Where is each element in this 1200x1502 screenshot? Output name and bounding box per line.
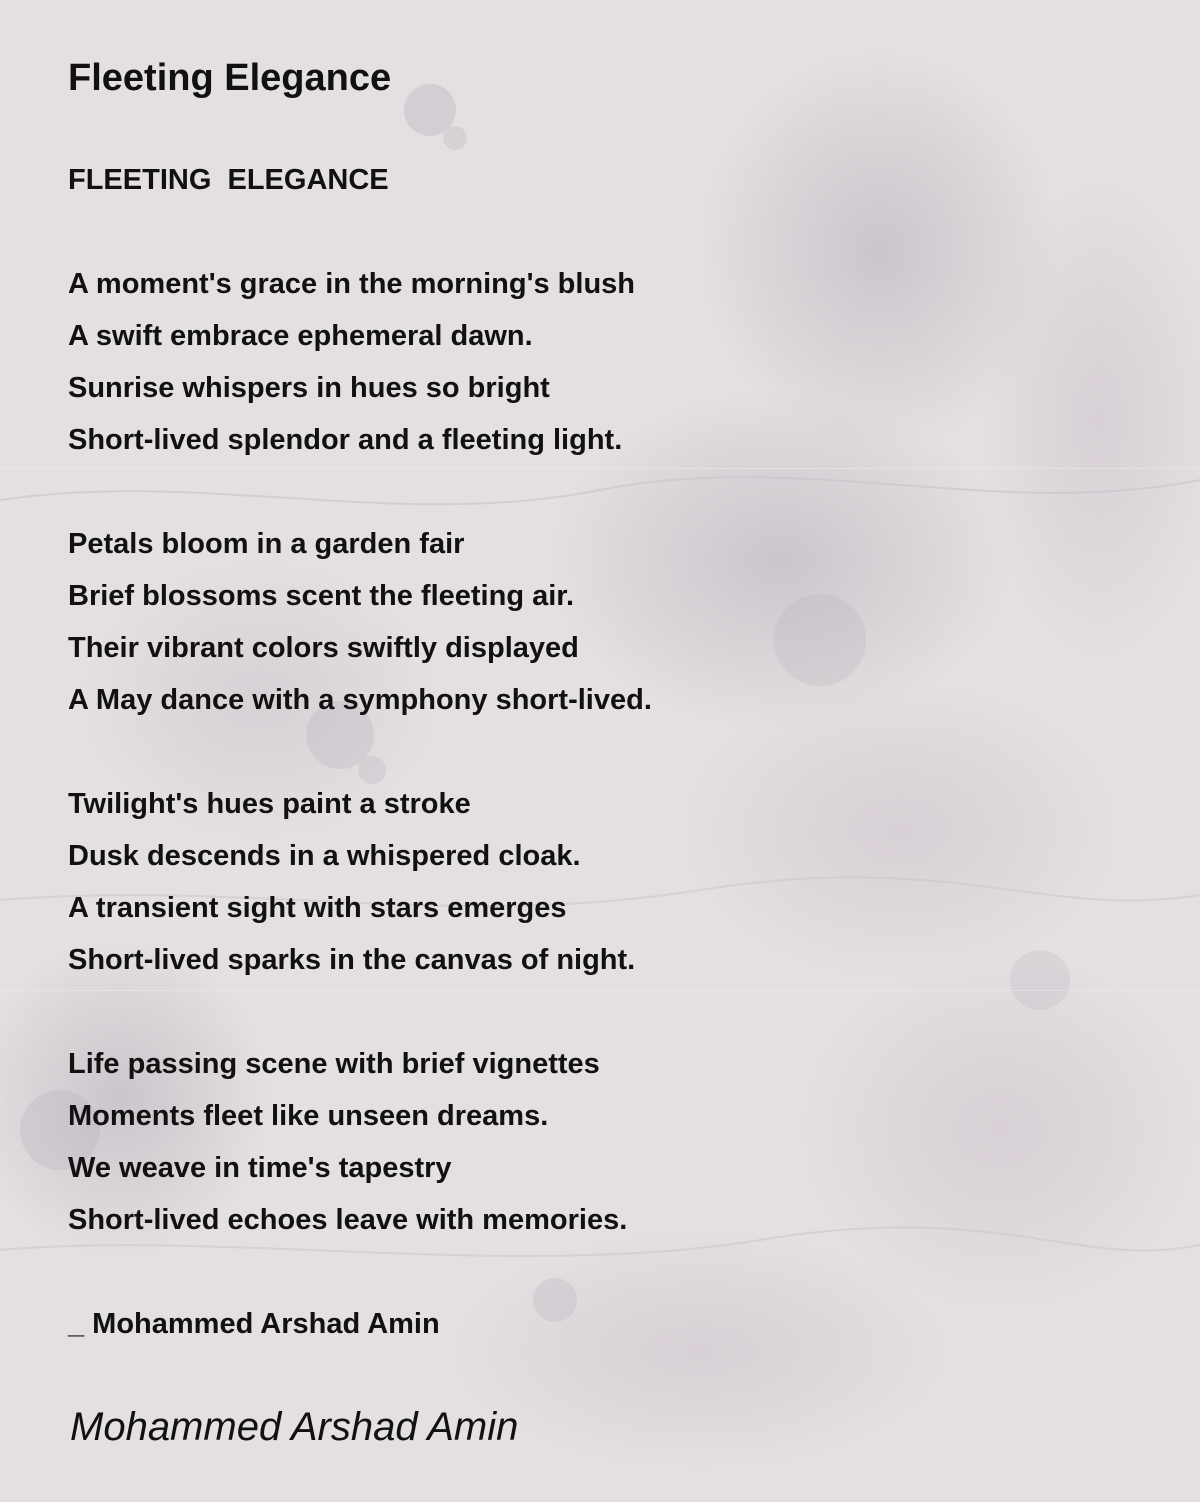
poem-line: A moment's grace in the morning's blush <box>68 268 636 300</box>
poem-line: We weave in time's tapestry <box>68 1152 452 1184</box>
stanza-spacer <box>68 1246 652 1298</box>
stanza-spacer <box>68 986 652 1038</box>
poem-line: Their vibrant colors swiftly displayed <box>68 632 579 664</box>
poem-line: A May dance with a symphony short-lived. <box>68 684 652 716</box>
poem-heading: FLEETING ELEGANCE <box>68 164 389 196</box>
poem-line: Twilight's hues paint a stroke <box>68 788 471 820</box>
poem-line: Life passing scene with brief vignettes <box>68 1048 600 1080</box>
poem-line: Dusk descends in a whispered cloak. <box>68 840 581 872</box>
stanza-spacer <box>68 466 652 518</box>
poem-line: Sunrise whispers in hues so bright <box>68 372 550 404</box>
poem-line: A transient sight with stars emerges <box>68 892 567 924</box>
poem-line: Petals bloom in a garden fair <box>68 528 465 560</box>
poem-line: Short-lived sparks in the canvas of night. <box>68 944 636 976</box>
poem-line: Short-lived echoes leave with memories. <box>68 1204 628 1236</box>
stanza-spacer <box>68 206 652 258</box>
poem-body <box>68 154 652 1350</box>
poem-line: A swift embrace ephemeral dawn. <box>68 320 533 352</box>
poem-line: Brief blossoms scent the fleeting air. <box>68 580 575 612</box>
author-name: Mohammed Arshad Amin <box>70 1405 519 1449</box>
stanza-spacer <box>68 726 652 778</box>
page-title: Fleeting Elegance <box>68 57 392 99</box>
poem-signature: _ Mohammed Arshad Amin <box>68 1308 440 1340</box>
poem-line: Short-lived splendor and a fleeting light. <box>68 424 623 456</box>
poem-line: Moments fleet like unseen dreams. <box>68 1100 549 1132</box>
